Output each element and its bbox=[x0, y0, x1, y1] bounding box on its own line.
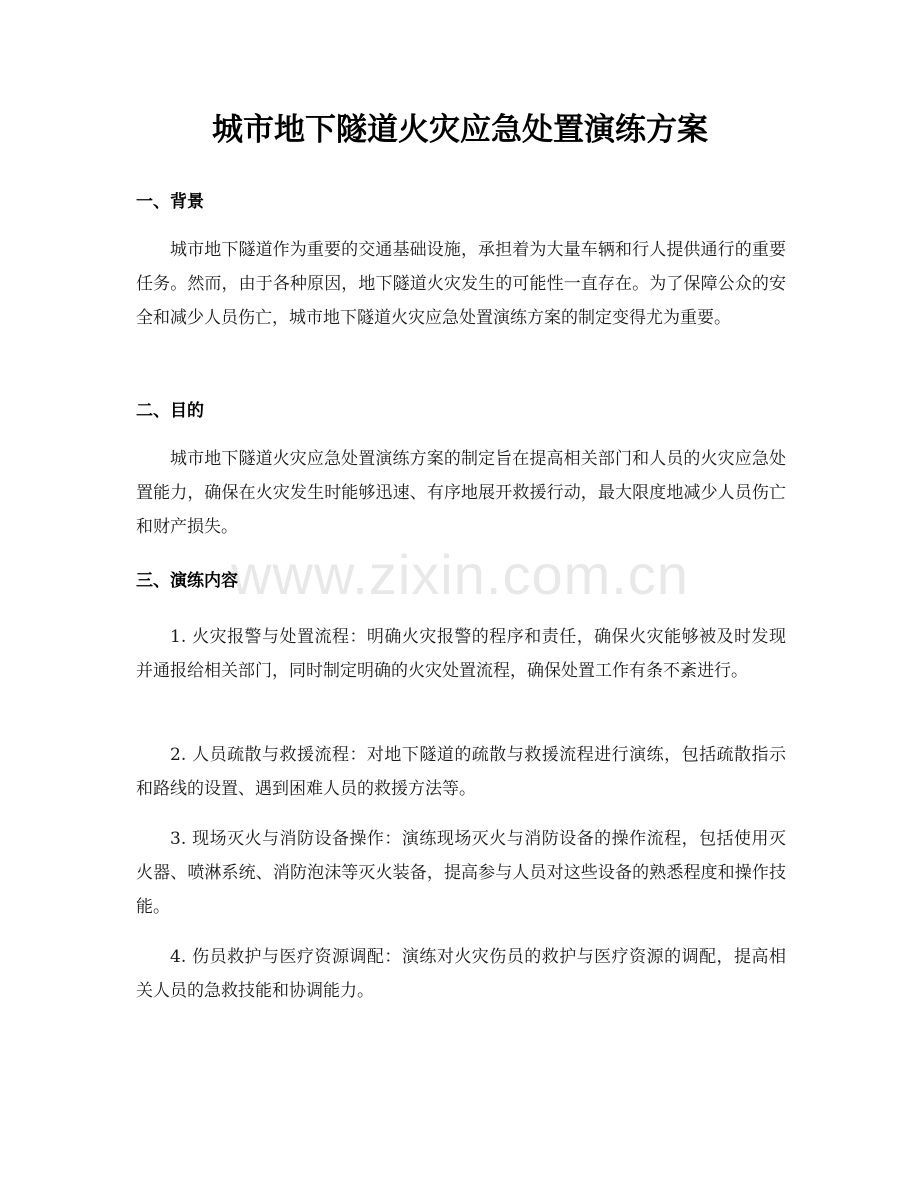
background-paragraph: 城市地下隧道作为重要的交通基础设施，承担着为大量车辆和行人提供通行的重要任务。然而，由于各种原因，地下隧道火灾发生的可能性一直存在。为了保障公众的安全和减少人员伤亡，城市地下隧道火灾应急处置演练方案的制定变得尤为重要。 bbox=[136, 240, 786, 328]
section-heading-background: 一、背景 bbox=[136, 192, 204, 212]
section-heading-purpose: 二、目的 bbox=[136, 401, 204, 421]
drill-item-4: 4. 伤员救护与医疗资源调配：演练对火灾伤员的救护与医疗资源的调配，提高相关人员的急救技能和协调能力。 bbox=[136, 947, 786, 1001]
drill-item-2: 2. 人员疏散与救援流程：对地下隧道的疏散与救援流程进行演练，包括疏散指示和路线的设置、遇到困难人员的救援方法等。 bbox=[136, 745, 786, 799]
drill-item-3: 3. 现场灭火与消防设备操作：演练现场灭火与消防设备的操作流程，包括使用灭火器、喷淋系统、消防泡沫等灭火装备，提高参与人员对这些设备的熟悉程度和操作技能。 bbox=[136, 829, 786, 917]
section-heading-drill-content: 三、演练内容 bbox=[136, 571, 238, 591]
document-title: 城市地下隧道火灾应急处置演练方案 bbox=[212, 112, 708, 148]
purpose-paragraph: 城市地下隧道火灾应急处置演练方案的制定旨在提高相关部门和人员的火灾应急处置能力，确保在火灾发生时能够迅速、有序地展开救援行动，最大限度地减少人员伤亡和财产损失。 bbox=[136, 449, 786, 537]
watermark: www.zixin.com.cn bbox=[231, 543, 689, 606]
drill-item-1: 1. 火灾报警与处置流程：明确火灾报警的程序和责任，确保火灾能够被及时发现并通报给相关部门，同时制定明确的火灾处置流程，确保处置工作有条不紊进行。 bbox=[136, 627, 786, 681]
